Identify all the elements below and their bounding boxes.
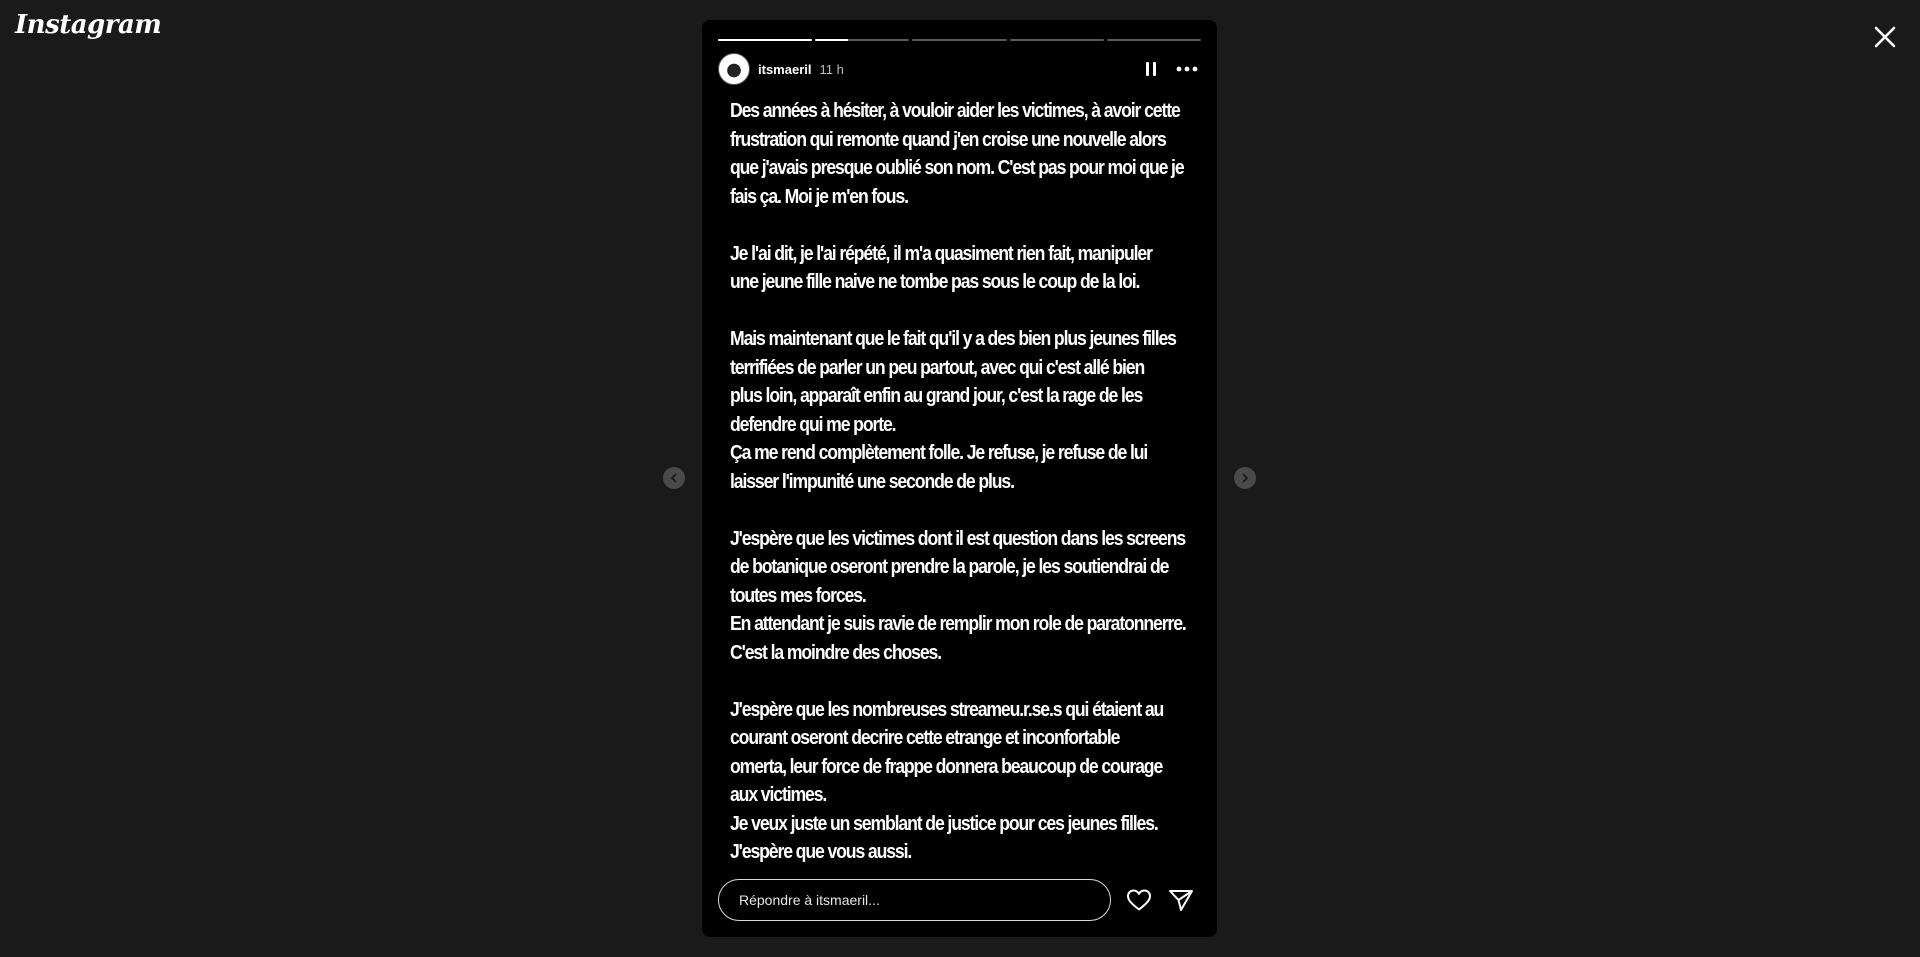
story-progress-segment [912,39,1006,41]
story-progress-segment [1010,39,1104,41]
avatar[interactable] [718,53,750,85]
story-header [718,52,1201,86]
story-progress-segment [1107,39,1201,41]
instagram-logo[interactable]: Instagram [15,10,162,40]
chevron-right-icon[interactable] [1234,467,1256,489]
reply-input[interactable] [718,879,1111,921]
pause-icon[interactable] [1137,55,1165,83]
heart-icon[interactable] [1125,886,1153,914]
story-progress-fill [718,39,812,41]
send-icon[interactable] [1167,886,1195,914]
story-progress-fill [815,39,848,41]
chevron-left-icon[interactable] [663,467,685,489]
story-timestamp: 11 h [819,61,844,77]
story-viewer [702,20,1217,937]
story-username[interactable]: itsmaeril [758,61,812,77]
story-text-content: Des années à hésiter, à vouloir aider les victimes, à avoir cette frustration qui remonte quand j'en croise une nouvelle alors que j'avais presque oublié son nom. C'est pas pour moi que je fais ça. Moi je m'en fous. Je l'ai dit, je l'ai répété, il m'a quasiment rien fait, manipuler une jeune fille naive ne tombe pas sous le coup de la loi. Mais maintenant que le fait qu'il y a des bien plus jeunes filles terrifiées de parler un peu partout, avec qui c'est allé bien plus loin, apparaît enfin au grand jour, c'est la rage de les defendre qui me porte. Ça me rend complètement folle. Je refuse, je refuse de lui laisser l'impunité une seconde de plus. J'espère que les victimes dont il est question dans les screens de botanique oseront prendre la parole, je les soutiendrai de toutes mes forces. En attendant je suis ravie de remplir mon role de paratonnerre. C'est la moindre des choses. J'espère que les nombreuses streameu.r.se.s qui étaient au courant oseront decrire cette etrange et inconfortable omerta, leur force de frappe donnera beaucoup de courage aux victimes. Je veux juste un semblant de justice pour ces jeunes filles. J'espère que vous aussi. [730,99,1186,863]
story-progress-segment [815,39,909,41]
story-progress-segment [718,39,812,41]
reply-bar [718,878,1201,922]
close-icon[interactable] [1870,22,1900,52]
story-progress-bar [718,39,1201,41]
more-options-icon[interactable] [1173,55,1201,83]
